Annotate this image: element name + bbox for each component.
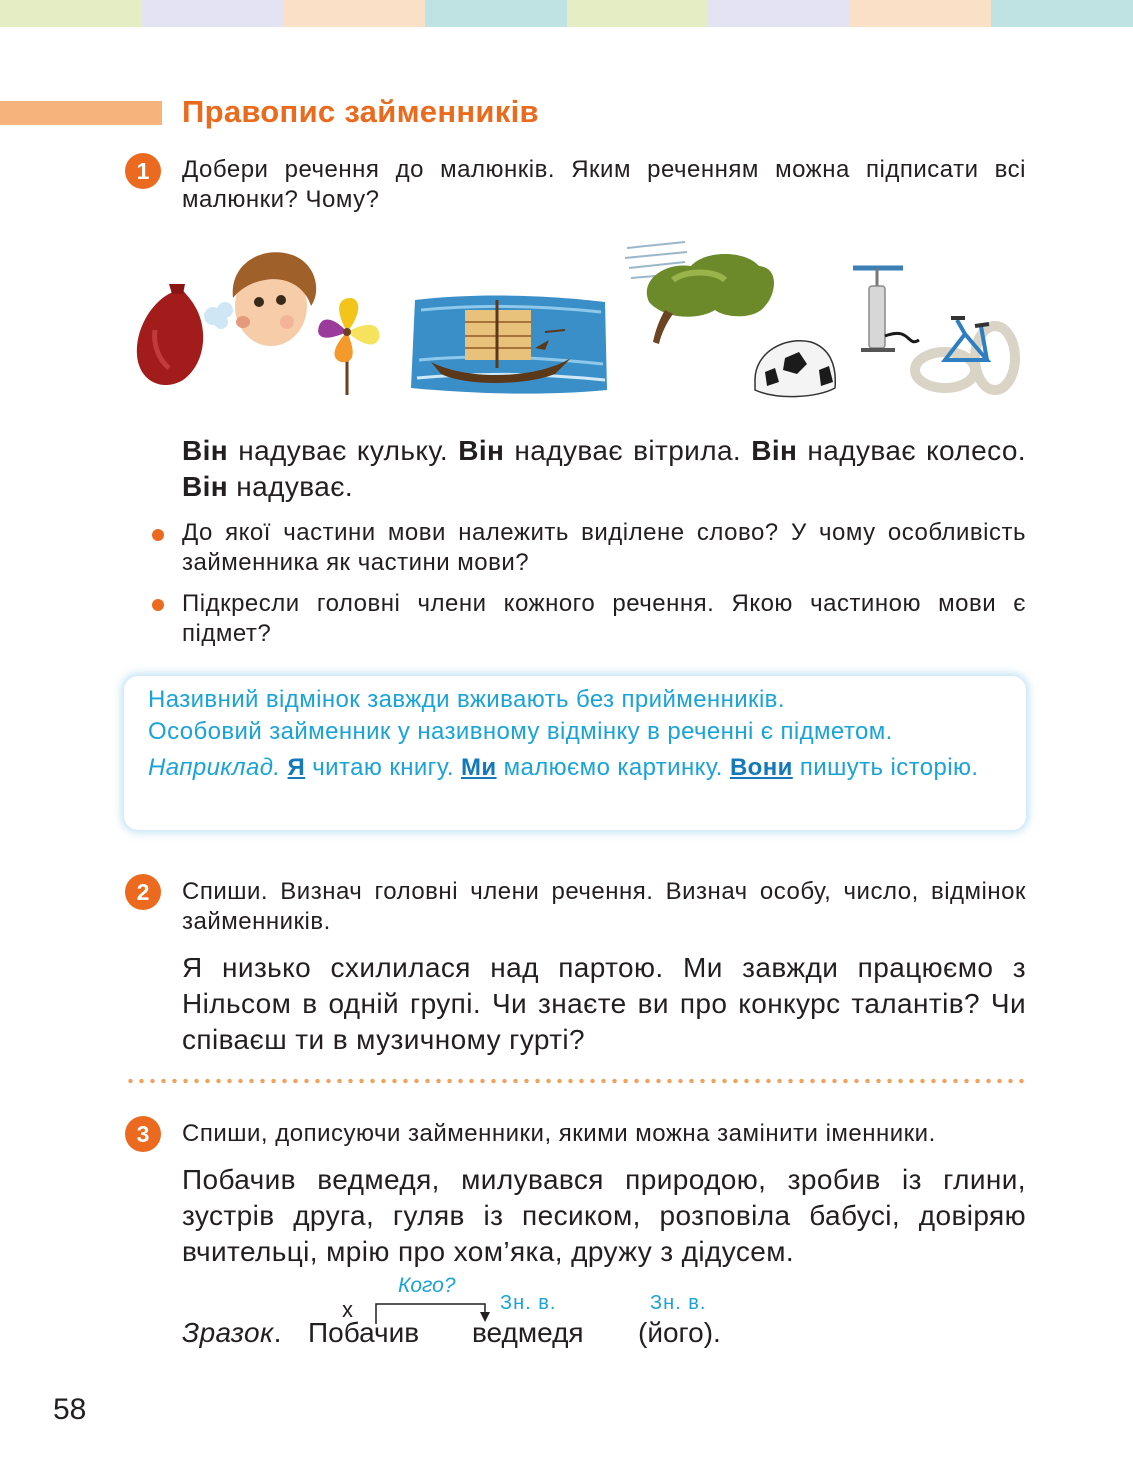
- task2-passage: Я низько схилилася над партою. Ми завжди працюємо з Нільсом в одній групі. Чи знаєте ви про конкурс талантів? Чи співаєш ти в музичному гурті?: [182, 952, 1026, 1055]
- balloon-icon: [137, 284, 203, 385]
- boy-blowing-icon: [233, 252, 316, 346]
- sentence-text: надуває колесо.: [797, 435, 1026, 466]
- predicate-mark: x: [342, 1297, 353, 1322]
- top-color-strip: [0, 0, 1133, 27]
- dotted-divider: [125, 1078, 1030, 1084]
- strip-segment: [0, 0, 142, 27]
- sentence-text: надуває вітрила.: [504, 435, 752, 466]
- page-title: Правопис займенників: [182, 94, 539, 129]
- rule-line-1: Називний відмінок завжди вживають без прийменників.: [148, 686, 785, 713]
- sailboat-icon: [411, 296, 607, 394]
- strip-segment: [850, 0, 992, 27]
- rule-example: [148, 752, 1014, 784]
- pinwheel-icon: [318, 298, 379, 395]
- sample-noun: ведмедя: [472, 1317, 584, 1348]
- wind-tree-icon: [647, 254, 774, 344]
- pronoun-bold: Він: [458, 435, 505, 466]
- task1-instruction: Добери речення до малюнків. Яким реченням можна підписати всі малюнки? Чому?: [182, 156, 1026, 213]
- example-text: читаю книгу.: [305, 754, 461, 781]
- task1-sentences: [182, 433, 1026, 505]
- strip-segment: [567, 0, 709, 27]
- sample-pronoun: (його).: [638, 1317, 721, 1348]
- pronoun-bold: Він: [182, 471, 229, 502]
- ball-icon: [755, 341, 835, 397]
- sentence-text: надуває.: [228, 471, 354, 502]
- task3-instruction: Спиши, дописуючи займенники, якими можна замінити іменники.: [182, 1120, 936, 1147]
- strip-segment: [425, 0, 567, 27]
- strip-segment: [283, 0, 425, 27]
- page-number: 58: [53, 1393, 87, 1426]
- example-pronoun: Я: [287, 754, 306, 781]
- example-pronoun: Ми: [460, 754, 497, 781]
- bicycle-icon: [915, 318, 1015, 390]
- rule-line-2: Особовий займенник у називному відмінку в реченні є підметом.: [148, 718, 893, 745]
- pronoun-bold: Він: [751, 435, 798, 466]
- task2-instruction: Спиши. Визнач головні члени речення. Визнач особу, число, відмінок займенників.: [182, 878, 1026, 935]
- task-number-2: 2: [125, 874, 161, 910]
- case-label-pronoun: Зн. в.: [650, 1292, 707, 1314]
- task1-illustrations: [125, 240, 1030, 405]
- sample-label: Зразок: [182, 1317, 274, 1348]
- strip-segment: [708, 0, 850, 27]
- bullet-icon: [152, 529, 164, 541]
- sample-verb: Побачив: [308, 1317, 420, 1348]
- task3-passage: Побачив ведмедя, милувався природою, зробив із глини, зустрів друга, гуляв із песиком, розповіла бабусі, довіряю вчительці, мрію про хом’яка, дружу з дідусем.: [182, 1164, 1026, 1267]
- task1-question-2: Підкресли головні члени кожного речення. Якою частиною мови є підмет?: [182, 590, 1026, 647]
- pronoun-bold: Він: [182, 435, 229, 466]
- strip-segment: [142, 0, 284, 27]
- title-accent-bar: [0, 101, 162, 125]
- bullet-icon: [152, 599, 164, 611]
- example-pronoun: Вони: [729, 754, 793, 781]
- sentence-text: надуває кульку.: [228, 435, 459, 466]
- task-number-3: 3: [125, 1116, 161, 1152]
- case-label-noun: Зн. в.: [500, 1292, 557, 1314]
- pump-icon: [853, 268, 919, 350]
- sample-dot: .: [273, 1317, 282, 1348]
- strip-segment: [991, 0, 1133, 27]
- example-text: пишуть історію.: [792, 754, 979, 781]
- sample-line: [182, 1317, 282, 1349]
- task1-question-1: До якої частини мови належить виділене слово? У чому особливість займенника як частини мови?: [182, 519, 1026, 576]
- question-label: Кого?: [398, 1274, 456, 1297]
- breath-icon: [204, 302, 233, 329]
- example-label: Наприклад.: [148, 754, 281, 781]
- example-text: малюємо картинку.: [496, 754, 730, 781]
- task-number-1: 1: [125, 153, 161, 189]
